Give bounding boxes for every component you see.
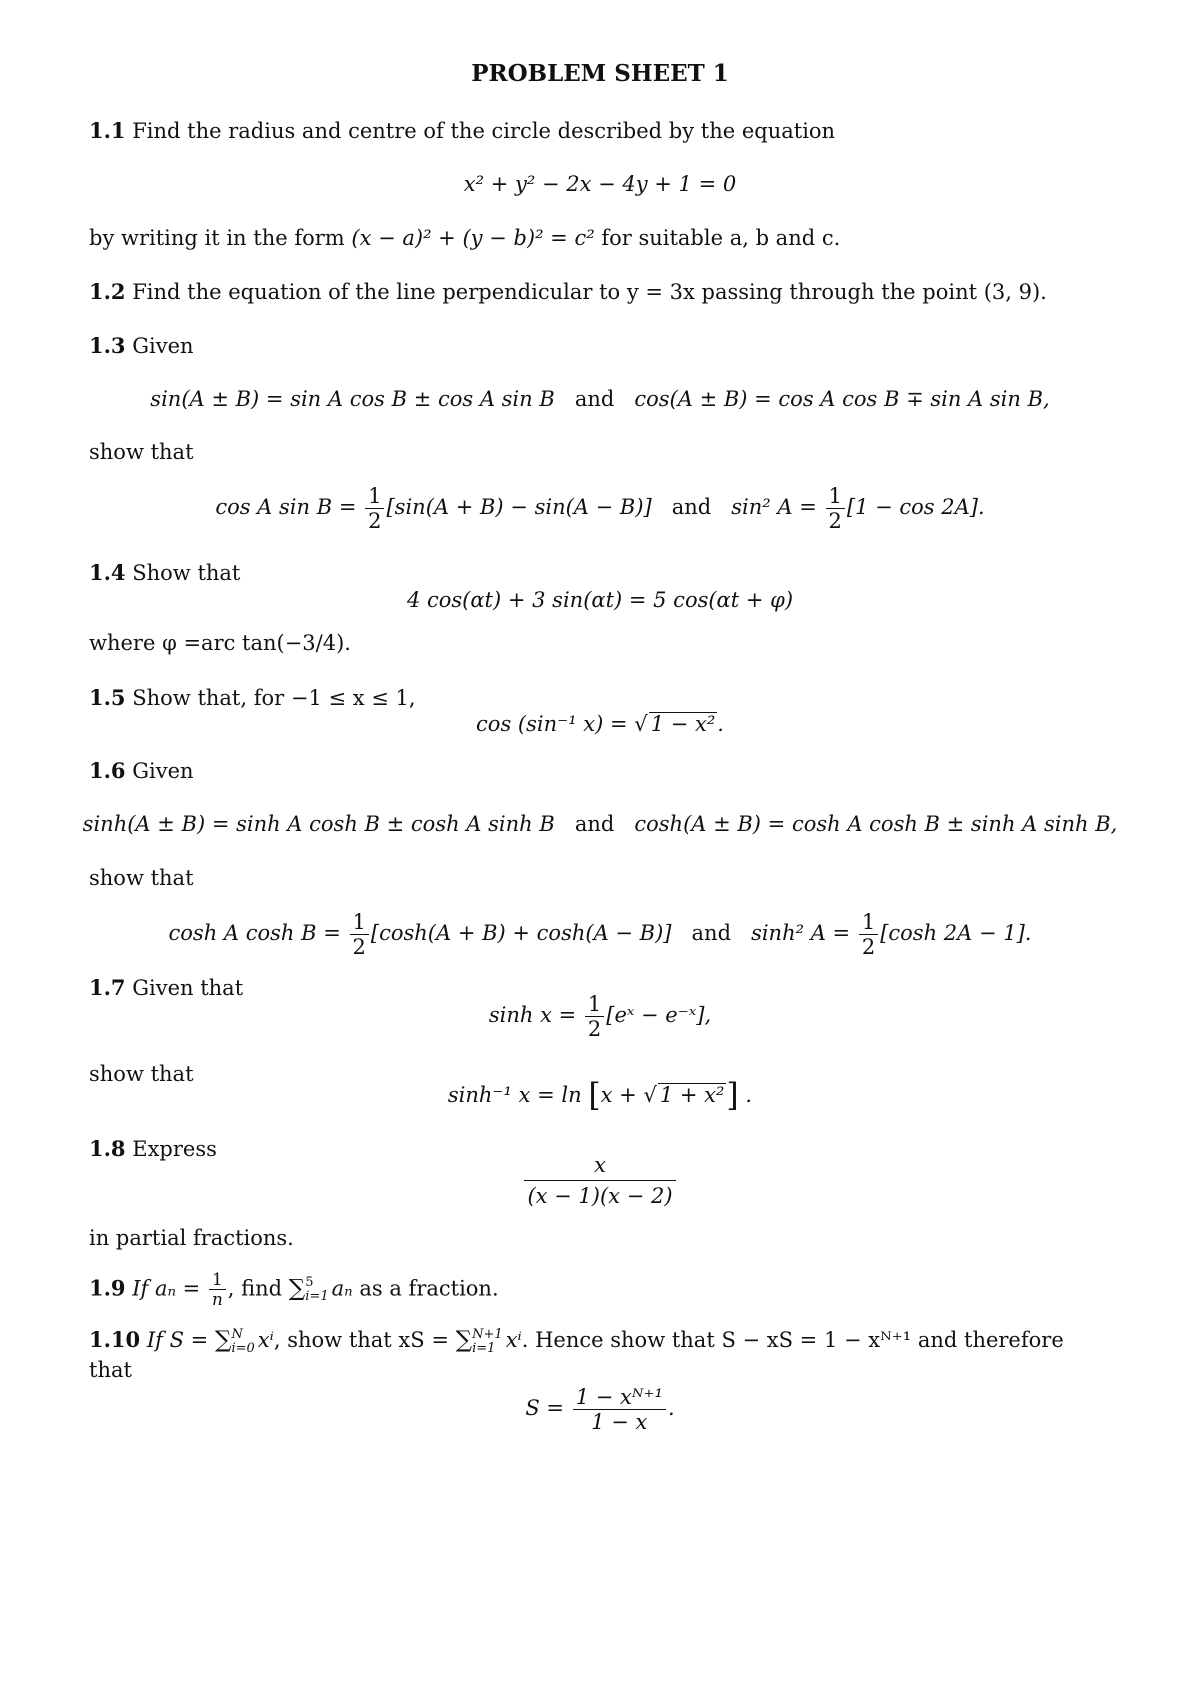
partial-fraction-expression — [0, 1150, 1200, 1212]
problem-number: 1.8 — [89, 1136, 126, 1161]
problem-number: 1.2 — [89, 279, 126, 304]
sum-term: xⁱ — [505, 1328, 522, 1352]
half-fraction: $\frac{1}{2}$ — [350, 910, 369, 959]
sequence-definition: If aₙ = — [132, 1276, 201, 1301]
problem-1-1 — [89, 118, 835, 143]
problem-number: 1.3 — [89, 333, 126, 358]
sum-limits: N i=0 — [231, 1326, 255, 1356]
geometric-fraction: $\frac{\text{1 − xᴺ⁺¹}}{1 - x}$ — [573, 1385, 666, 1434]
half-fraction: $\frac{1}{2}$ — [859, 910, 878, 959]
problem-text: Show that, for −1 ≤ x ≤ 1, — [132, 686, 416, 710]
show-that-label: show that — [89, 866, 194, 890]
result-1-lhs: cos A sin B = — [215, 495, 357, 520]
circle-equation: x² + y² − 2x − 4y + 1 = 0 — [463, 172, 737, 196]
problem-number: 1.1 — [89, 118, 126, 143]
half-fraction: $\frac{1}{2}$ — [826, 484, 845, 533]
circle-form: (x − a)² + (y − b)² = c² — [351, 226, 595, 250]
problem-number: 1.4 — [89, 560, 126, 585]
harmonic-equation: 4 cos(αt) + 3 sin(αt) = 5 cos(αt + φ) — [406, 588, 794, 612]
half-fraction: $\frac{1}{2}$ — [585, 992, 604, 1041]
and-word: and — [671, 495, 712, 520]
problem-1-10: 1.10 If S = ∑ N i=0 xⁱ, show that xS = ∑ N+1 i=1 xⁱ. Hence show that S − xS = 1 − xᴺ⁺¹ and therefore — [89, 1326, 1064, 1356]
geometric-sum-result: S = $\frac{\text{1 − xᴺ⁺¹}}{1 - x}$ . — [525, 1385, 675, 1435]
problem-1-3 — [89, 333, 194, 358]
problem-1-4 — [89, 560, 240, 585]
and-word: and — [574, 387, 615, 411]
sum-term: xⁱ — [257, 1328, 274, 1352]
continuation-text: by writing it in the form — [89, 226, 345, 250]
bracket-inner: x + — [600, 1083, 637, 1107]
sinh-identity: sinh(A ± B) = sinh A cosh B ± cosh A sinh B — [82, 812, 555, 836]
problem-text: Find the radius and centre of the circle described by the equation — [132, 119, 836, 143]
sum-definition: If S = — [146, 1328, 209, 1352]
problem-1-1-continuation — [89, 226, 840, 250]
sum-sign: ∑ — [214, 1327, 232, 1353]
sum-limits: N+1 i=1 — [472, 1326, 503, 1356]
hyperbolic-results — [0, 910, 1200, 959]
trig-identities — [0, 387, 1200, 411]
and-word: and — [574, 812, 615, 836]
problem-text: Find the equation of the line perpendicular to y = 3x passing through the point (3, 9). — [132, 280, 1047, 304]
page-title: PROBLEM SHEET 1 — [471, 60, 729, 87]
phi-definition: where φ =arc tan(−3/4). — [89, 631, 351, 655]
fraction-numerator: x — [524, 1150, 675, 1181]
problem-number: 1.7 — [89, 975, 126, 1000]
radicand: 1 − x² — [650, 712, 716, 736]
sin-identity: sin(A ± B) = sin A cos B ± cos A sin B — [150, 387, 555, 411]
continuation-end: for suitable a, b and c. — [601, 226, 841, 250]
problem-number: 1.6 — [89, 758, 126, 783]
problem-1-6 — [89, 758, 194, 783]
result-2-lhs: sinh² A = — [751, 921, 851, 946]
result-2-rhs: [cosh 2A − 1]. — [880, 921, 1032, 946]
problem-text: Express — [132, 1137, 217, 1161]
and-word: and — [691, 921, 732, 946]
problem-text: Show that — [132, 561, 241, 585]
fraction-denominator: (x − 1)(x − 2) — [527, 1184, 673, 1209]
arcsin-identity: cos (sin⁻¹ x) = √ 1 − x². — [476, 712, 724, 736]
result-1-lhs: cosh A cosh B = — [168, 921, 341, 946]
left-bracket: [ — [588, 1077, 601, 1114]
half-fraction: $\frac{1}{2}$ — [365, 484, 384, 533]
problem-1-10-continuation: that — [89, 1358, 132, 1382]
cos-identity: cos(A ± B) = cos A cos B ∓ sin A sin B, — [634, 387, 1050, 411]
partial-fractions-note: in partial fractions. — [89, 1226, 294, 1250]
result-2-rhs: [1 − cos 2A]. — [846, 495, 985, 520]
show-that-label: show that — [89, 1062, 194, 1086]
identity-lhs: cos (sin⁻¹ x) = — [476, 712, 628, 736]
problem-number: 1.9 — [89, 1275, 126, 1301]
problem-text: Given — [132, 759, 194, 783]
reciprocal-fraction: $\frac{1}{n}$ — [209, 1270, 226, 1310]
result-1-rhs: [sin(A + B) − sin(A − B)] — [386, 495, 652, 520]
sinh-definition — [0, 992, 1200, 1041]
sum-limits: 5 i=1 — [305, 1275, 329, 1304]
problem-number: 1.10 — [89, 1327, 141, 1352]
identity-lhs: sinh⁻¹ x = ln — [447, 1083, 582, 1107]
problem-1-5 — [89, 685, 416, 710]
result-2-lhs: sin² A = — [731, 495, 817, 520]
definition-rhs: [eˣ − e⁻ˣ], — [606, 1003, 712, 1028]
problem-text: Given — [132, 334, 194, 358]
right-bracket: ] — [726, 1077, 739, 1114]
show-that-label: show that — [89, 440, 194, 464]
hyperbolic-identities — [0, 812, 1200, 836]
result-lhs: S = — [525, 1396, 565, 1421]
sqrt-sign: √ — [643, 1083, 657, 1107]
trig-results — [0, 484, 1200, 533]
sum-sign: ∑ — [455, 1327, 473, 1353]
problem-number: 1.5 — [89, 685, 126, 710]
sum-sign: ∑ — [288, 1275, 306, 1302]
problem-1-9: 1.9 If aₙ = $\frac{1}{n}$ , find ∑ 5 i=1 aₙ as a fraction. — [89, 1269, 499, 1310]
cosh-identity: cosh(A ± B) = cosh A cosh B ± sinh A sinh B, — [634, 812, 1118, 836]
problem-text: Given that — [132, 976, 244, 1000]
arcsinh-identity: sinh⁻¹ x = ln [x + √ 1 + x²] . — [447, 1077, 753, 1114]
sum-term: aₙ — [331, 1276, 353, 1301]
problem-1-2 — [89, 279, 1047, 304]
radicand: 1 + x² — [659, 1083, 725, 1107]
result-1-rhs: [cosh(A + B) + cosh(A − B)] — [370, 921, 672, 946]
sqrt-sign: √ — [634, 712, 648, 736]
definition-lhs: sinh x = — [488, 1003, 577, 1028]
